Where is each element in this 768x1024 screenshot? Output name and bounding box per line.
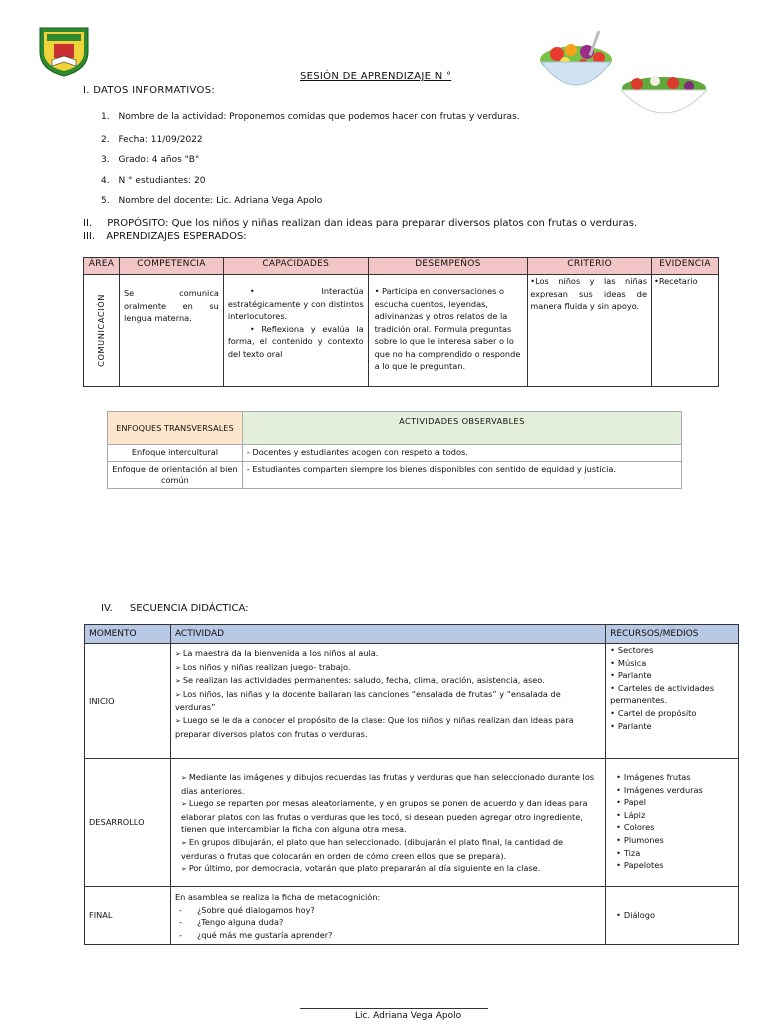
section-text: APRENDIZAJES ESPERADOS: bbox=[106, 231, 247, 242]
list-item: ➢ En grupos dibujarán, el plato que han seleccionado. (dibujarán el plato final, la cantidad de verduras o frutas que colocarán en orden de cómo creen ellos que se prepara). bbox=[181, 836, 601, 862]
col-header-area: ÁREA bbox=[84, 258, 120, 275]
fruit-salad-bowl-image bbox=[533, 28, 619, 98]
datos-item-4 bbox=[101, 176, 205, 186]
section-text: PROPÓSITO: Que los niños y niñas realizan dan ideas para preparar diversos platos con frutas o verduras. bbox=[107, 218, 638, 229]
table-header-row bbox=[85, 625, 739, 644]
list-item: • Colores bbox=[616, 821, 734, 834]
list-item: • Tiza bbox=[616, 847, 734, 860]
competencia-cell: Se comunica oralmente en su lengua materna. bbox=[119, 275, 223, 387]
col-header-recursos: RECURSOS/MEDIOS bbox=[606, 625, 739, 644]
capacidad-item: • Reflexiona y evalúa la forma, el contenido y contexto del texto oral bbox=[227, 323, 364, 359]
list-item: • Música bbox=[610, 657, 734, 670]
inicio-actividades-cell bbox=[170, 644, 605, 759]
list-item: • Cartel de propósito bbox=[610, 707, 734, 720]
table-header-row bbox=[84, 258, 719, 275]
list-item: - ¿Tengo alguna duda? bbox=[179, 916, 601, 929]
capacidad-text: Interactúa estratégicamente y con distintos interlocutores. bbox=[227, 286, 364, 321]
table-row bbox=[85, 759, 739, 887]
col-header-capacidades: CAPACIDADES bbox=[223, 258, 368, 275]
list-item: • Parlante bbox=[610, 669, 734, 682]
final-actividades-cell bbox=[170, 887, 605, 945]
capacidad-item: • Interactúa estratégicamente y con distintos interlocutores. bbox=[227, 286, 364, 321]
list-item: • Papel bbox=[616, 796, 734, 809]
list-item: ➢ Luego se reparten por mesas aleatoriamente, y en grupos se ponen de acuerdo y dan ideas para elaborar platos con las frutas o verduras que les tocó, si desean pueden agregar otro ingrediente, tienen que intercambiar la ficha con alguna otra mesa. bbox=[181, 797, 601, 836]
list-item: • Imágenes verduras bbox=[616, 784, 734, 797]
section-text: SECUENCIA DIDÁCTICA: bbox=[129, 603, 249, 614]
col-header-actividad: ACTIVIDAD bbox=[170, 625, 605, 644]
section-number: II. bbox=[83, 218, 93, 229]
capacidades-cell bbox=[223, 275, 368, 387]
section-proposito bbox=[83, 218, 637, 229]
momento-final: FINAL bbox=[85, 887, 171, 945]
list-item: • Plumones bbox=[616, 834, 734, 847]
list-item: • Sectores bbox=[610, 644, 734, 657]
col-header-desempenos: DESEMPEÑOS bbox=[368, 258, 528, 275]
item-text: Nombre del docente: Lic. Adriana Vega Apolo bbox=[118, 196, 323, 206]
capacidad-text: Reflexiona y evalúa la forma, el contenido y contexto del texto oral bbox=[227, 323, 364, 359]
item-number: 4. bbox=[101, 176, 110, 186]
col-header-enfoques: ENFOQUES TRANSVERSALES bbox=[108, 412, 243, 445]
list-item: ➢ Se realizan las actividades permanentes: saludo, fecha, clima, oración, asistencia, aseo. bbox=[175, 674, 601, 688]
desempeno-text: Participa en conversaciones o escucha cuentos, leyendas, adivinanzas y otros relatos de la tradición oral. Formula preguntas sobre lo que le interesa saber o lo que no ha comprendido o responde a lo que le preguntan. bbox=[374, 286, 521, 371]
table-row bbox=[85, 887, 739, 945]
list-item: ➢ Los niños, las niñas y la docente bailaran las canciones “ensalada de frutas” y “ensalada de verduras” bbox=[175, 688, 601, 714]
section-aprendizajes bbox=[83, 231, 247, 242]
actividad-cell: - Estudiantes comparten siempre los bienes disponibles con sentido de equidad y justicia. bbox=[242, 462, 681, 489]
secuencia-table bbox=[84, 624, 739, 945]
list-item: ➢ Por último, por democracia, votarán que plato prepararán al día siguiente en la clase. bbox=[181, 862, 601, 876]
table-row bbox=[85, 644, 739, 759]
actividad-cell: - Docentes y estudiantes acogen con respeto a todos. bbox=[242, 445, 681, 462]
section-datos-heading: I. DATOS INFORMATIVOS: bbox=[83, 85, 216, 96]
list-item: • Imágenes frutas bbox=[616, 771, 734, 784]
final-intro: En asamblea se realiza la ficha de metacognición: bbox=[174, 892, 381, 902]
datos-item-3 bbox=[101, 155, 199, 165]
inicio-recursos-cell bbox=[606, 644, 739, 759]
item-number: 2. bbox=[101, 135, 110, 145]
table-row bbox=[108, 445, 682, 462]
enfoque-cell: Enfoque de orientación al bien común bbox=[108, 462, 243, 489]
aprendizajes-table bbox=[83, 257, 719, 387]
vegetable-salad-bowl-image bbox=[615, 70, 713, 126]
table-row bbox=[108, 462, 682, 489]
list-item: • Lápiz bbox=[616, 809, 734, 822]
item-text: Grado: 4 años "B" bbox=[118, 155, 200, 165]
list-item: • Diálogo bbox=[616, 909, 734, 922]
area-cell bbox=[84, 275, 120, 387]
section-secuencia bbox=[101, 603, 249, 614]
list-item: • Carteles de actividades permanentes. bbox=[610, 682, 734, 707]
enfoque-cell: Enfoque intercultural bbox=[108, 445, 243, 462]
momento-inicio: INICIO bbox=[85, 644, 171, 759]
enfoques-table bbox=[107, 411, 682, 489]
section-number: III. bbox=[83, 231, 96, 242]
list-item: ➢ Mediante las imágenes y dibujos recuerdas las frutas y verduras que han seleccionado durante los días anteriores. bbox=[181, 771, 601, 797]
criterio-text: Los niños y las niñas expresan sus ideas de manera fluida y sin apoyo. bbox=[530, 276, 647, 311]
table-row bbox=[84, 275, 719, 387]
list-item: ➢ Los niños y niñas realizan juego- trabajo. bbox=[175, 661, 601, 675]
criterio-cell: •Los niños y las niñas expresan sus ideas de manera fluida y sin apoyo. bbox=[528, 275, 652, 387]
col-header-actividades: ACTIVIDADES OBSERVABLES bbox=[242, 412, 681, 445]
item-text: Nombre de la actividad: Proponemos comidas que podemos hacer con frutas y verduras. bbox=[118, 112, 520, 122]
list-item: ➢ La maestra da la bienvenida a los niños al aula. bbox=[175, 647, 601, 661]
section-number: IV. bbox=[101, 603, 113, 614]
item-number: 5. bbox=[101, 196, 110, 206]
desarrollo-recursos-cell bbox=[606, 759, 739, 887]
datos-item-1 bbox=[101, 112, 520, 122]
item-number: 1. bbox=[101, 112, 110, 122]
school-shield-logo bbox=[36, 22, 92, 78]
table-header-row bbox=[108, 412, 682, 445]
list-item: - ¿Sobre qué dialogamos hoy? bbox=[179, 904, 601, 917]
item-number: 3. bbox=[101, 155, 110, 165]
col-header-criterio: CRITERIO bbox=[528, 258, 652, 275]
col-header-evidencia: EVIDENCIA bbox=[651, 258, 718, 275]
item-text: Fecha: 11/09/2022 bbox=[118, 135, 203, 145]
desempenos-cell: • Participa en conversaciones o escucha cuentos, leyendas, adivinanzas y otros relatos de la tradición oral. Formula preguntas sobre lo que le interesa saber o lo que no ha comprendido o responde a lo que le preguntan. bbox=[368, 275, 528, 387]
datos-item-2 bbox=[101, 135, 203, 145]
page-title: SESIÓN DE APRENDIZAJE N ° bbox=[300, 71, 452, 82]
datos-item-5 bbox=[101, 196, 322, 206]
item-text: N ° estudiantes: 20 bbox=[118, 176, 206, 186]
final-recursos-cell bbox=[606, 887, 739, 945]
list-item: • Parlante bbox=[610, 720, 734, 733]
area-label: COMUNICACIÓN bbox=[96, 294, 107, 367]
list-item: • Papelotes bbox=[616, 859, 734, 872]
list-item: ➢ Luego se le da a conocer el propósito de la clase: Que los niños y niñas realizan dan ideas para preparar diversos platos con frutas o verduras. bbox=[175, 714, 601, 740]
evidencia-cell: •Recetario bbox=[651, 275, 718, 387]
list-item: - ¿qué más me gustaría aprender? bbox=[179, 929, 601, 942]
evidencia-text: Recetario bbox=[658, 276, 698, 286]
signature-line bbox=[300, 1008, 488, 1009]
col-header-competencia: COMPETENCIA bbox=[119, 258, 223, 275]
signature-name: Lic. Adriana Vega Apolo bbox=[355, 1011, 462, 1021]
col-header-momento: MOMENTO bbox=[85, 625, 171, 644]
momento-desarrollo: DESARROLLO bbox=[85, 759, 171, 887]
desarrollo-actividades-cell bbox=[170, 759, 605, 887]
